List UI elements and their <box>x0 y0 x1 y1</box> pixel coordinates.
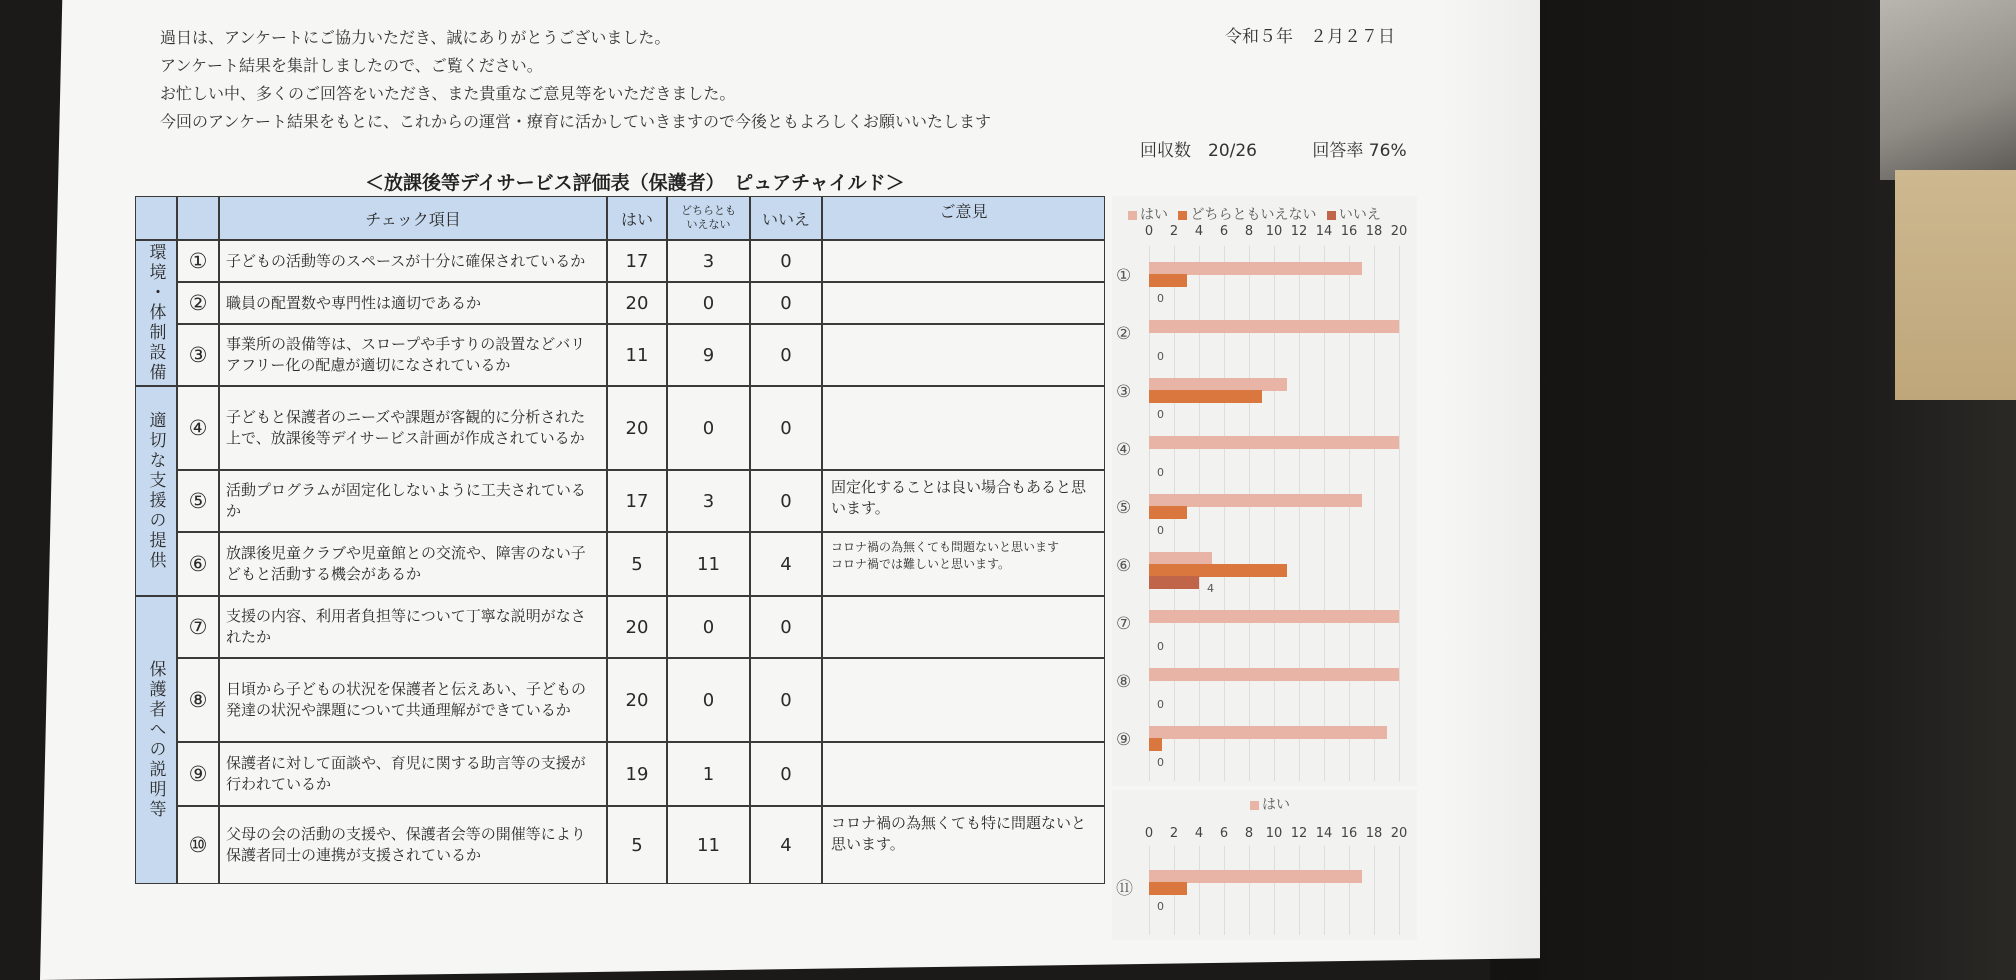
yes-count: 20 <box>607 596 667 658</box>
legend-label: どちらともいえない <box>1190 207 1317 223</box>
opinion-cell: コロナ禍の為無くても特に問題ないと思います。 <box>822 806 1105 884</box>
header-item: チェック項目 <box>219 196 607 240</box>
opinion-cell <box>822 596 1105 658</box>
x-tick-label: 2 <box>1169 826 1179 841</box>
grid-line <box>1349 846 1350 935</box>
header-opinion: ご意見 <box>822 196 1105 240</box>
category-environment: 環境・体制設備 <box>135 240 177 386</box>
evaluation-table <box>135 196 1105 884</box>
grid-line <box>1399 246 1400 781</box>
neutral-count: 3 <box>667 240 750 282</box>
yes-count: 20 <box>607 282 667 324</box>
data-label: 0 <box>1157 756 1164 769</box>
grid-line <box>1324 846 1325 935</box>
no-count: 0 <box>750 742 822 806</box>
chart-legend <box>1122 204 1381 224</box>
data-label: 0 <box>1157 524 1164 537</box>
x-tick-label: 12 <box>1290 826 1308 841</box>
x-tick-label: 6 <box>1219 826 1229 841</box>
legend-swatch <box>1178 211 1187 220</box>
neutral-count: 0 <box>667 282 750 324</box>
row-number: ⑤ <box>177 470 219 532</box>
grid-line <box>1399 846 1400 935</box>
intro-text <box>160 24 991 136</box>
x-tick-label: 6 <box>1219 224 1229 239</box>
background-wood <box>1895 170 2016 400</box>
x-axis-ticks <box>1112 224 1417 240</box>
x-tick-label: 18 <box>1365 224 1383 239</box>
document-date: 令和５年 ２月２７日 <box>1225 27 1395 47</box>
header-blank <box>135 196 177 240</box>
yes-count: 5 <box>607 532 667 596</box>
category-label: ⑥ <box>1116 556 1132 576</box>
grid-line <box>1199 846 1200 935</box>
data-label: 0 <box>1157 292 1164 305</box>
data-label: 0 <box>1157 900 1164 913</box>
no-count: 0 <box>750 240 822 282</box>
yes-count: 17 <box>607 470 667 532</box>
neutral-count: 0 <box>667 596 750 658</box>
grid-line <box>1274 846 1275 935</box>
check-item: 子どもと保護者のニーズや課題が客観的に分析された上で、放課後等デイサービス計画が作成されているか <box>219 386 607 470</box>
category-label: ① <box>1116 266 1132 286</box>
x-tick-label: 14 <box>1315 224 1333 239</box>
bar-yes <box>1149 726 1387 739</box>
response-stats <box>1140 136 1457 161</box>
bar-neutral <box>1149 882 1187 895</box>
grid-line <box>1374 846 1375 935</box>
row-number: ② <box>177 282 219 324</box>
category-label: ⑪ <box>1116 879 1133 899</box>
check-item: 子どもの活動等のスペースが十分に確保されているか <box>219 240 607 282</box>
category-explanation: 保護者への説明等 <box>135 596 177 884</box>
opinion-cell <box>822 658 1105 742</box>
legend-swatch <box>1250 801 1259 810</box>
category-label: ③ <box>1116 382 1132 402</box>
x-tick-label: 2 <box>1169 224 1179 239</box>
row-number: ⑩ <box>177 806 219 884</box>
no-count: 0 <box>750 658 822 742</box>
bar-neutral <box>1149 390 1262 403</box>
neutral-count: 0 <box>667 658 750 742</box>
legend-label: はい <box>1140 207 1168 223</box>
x-tick-label: 10 <box>1265 826 1283 841</box>
header-yes: はい <box>607 196 667 240</box>
neutral-count: 0 <box>667 386 750 470</box>
grid-line <box>1299 846 1300 935</box>
yes-count: 20 <box>607 658 667 742</box>
bar-no <box>1149 576 1199 589</box>
opinion-cell: 固定化することは良い場合もあると思います。 <box>822 470 1105 532</box>
check-item: 活動プログラムが固定化しないように工夫されているか <box>219 470 607 532</box>
opinion-cell <box>822 386 1105 470</box>
bar-yes <box>1149 668 1399 681</box>
row-number: ④ <box>177 386 219 470</box>
check-item: 保護者に対して面談や、育児に関する助言等の支援が行われているか <box>219 742 607 806</box>
response-bar-chart-2 <box>1112 790 1417 940</box>
intro-line: アンケート結果を集計しましたので、ご覧ください。 <box>160 56 543 75</box>
data-label: 0 <box>1157 466 1164 479</box>
yes-count: 11 <box>607 324 667 386</box>
category-label: ⑤ <box>1116 498 1132 518</box>
response-bar-chart <box>1112 196 1417 786</box>
intro-line: 今回のアンケート結果をもとに、これからの運営・療育に活かしていきますので今後ともよろしくお願いいたします <box>160 112 992 131</box>
check-item: 職員の配置数や専門性は適切であるか <box>219 282 607 324</box>
legend-label: はい <box>1262 797 1290 813</box>
grid-line <box>1224 846 1225 935</box>
grid-line <box>1249 846 1250 935</box>
intro-line: お忙しい中、多くのご回答をいただき、また貴重なご意見等をいただきました。 <box>160 84 736 103</box>
yes-count: 5 <box>607 806 667 884</box>
opinion-cell: コロナ禍の為無くても問題ないと思います コロナ禍では難しいと思います。 <box>822 532 1105 596</box>
legend-swatch <box>1327 211 1336 220</box>
bar-neutral <box>1149 506 1187 519</box>
neutral-count: 1 <box>667 742 750 806</box>
response-rate: 回答率 76% <box>1312 141 1407 161</box>
x-tick-label: 8 <box>1244 826 1254 841</box>
row-number: ① <box>177 240 219 282</box>
category-label: ⑨ <box>1116 730 1132 750</box>
document-title: ＜放課後等デイサービス評価表（保護者） ピュアチャイルド＞ <box>365 172 905 194</box>
chart-legend <box>1244 794 1290 814</box>
x-tick-label: 12 <box>1290 224 1308 239</box>
bar-yes <box>1149 610 1399 623</box>
no-count: 4 <box>750 806 822 884</box>
x-tick-label: 0 <box>1144 224 1154 239</box>
opinion-cell <box>822 282 1105 324</box>
no-count: 0 <box>750 282 822 324</box>
category-label: ⑦ <box>1116 614 1132 634</box>
category-label: ⑧ <box>1116 672 1132 692</box>
neutral-count: 9 <box>667 324 750 386</box>
bar-yes <box>1149 320 1399 333</box>
row-number: ⑧ <box>177 658 219 742</box>
neutral-count: 11 <box>667 806 750 884</box>
opinion-cell <box>822 240 1105 282</box>
x-axis-ticks <box>1112 826 1417 842</box>
bar-neutral <box>1149 274 1187 287</box>
data-label: 0 <box>1157 408 1164 421</box>
neutral-count: 3 <box>667 470 750 532</box>
data-label: 0 <box>1157 350 1164 363</box>
row-number: ⑨ <box>177 742 219 806</box>
category-label: ② <box>1116 324 1132 344</box>
yes-count: 17 <box>607 240 667 282</box>
row-number: ⑦ <box>177 596 219 658</box>
yes-count: 20 <box>607 386 667 470</box>
header-no: いいえ <box>750 196 822 240</box>
x-tick-label: 0 <box>1144 826 1154 841</box>
no-count: 0 <box>750 386 822 470</box>
check-item: 放課後児童クラブや児童館との交流や、障害のない子どもと活動する機会があるか <box>219 532 607 596</box>
x-tick-label: 14 <box>1315 826 1333 841</box>
opinion-cell <box>822 324 1105 386</box>
no-count: 4 <box>750 532 822 596</box>
data-label: 0 <box>1157 640 1164 653</box>
no-count: 0 <box>750 470 822 532</box>
x-tick-label: 10 <box>1265 224 1283 239</box>
bar-yes <box>1149 436 1399 449</box>
x-tick-label: 4 <box>1194 826 1204 841</box>
row-number: ③ <box>177 324 219 386</box>
data-label: 0 <box>1157 698 1164 711</box>
header-neutral: どちらとも いえない <box>667 196 750 240</box>
background-object <box>1880 0 2016 180</box>
x-tick-label: 16 <box>1340 826 1358 841</box>
collected-count: 回収数 20/26 <box>1140 141 1257 161</box>
check-item: 事業所の設備等は、スロープや手すりの設置などバリアフリー化の配慮が適切になされているか <box>219 324 607 386</box>
no-count: 0 <box>750 324 822 386</box>
category-label: ④ <box>1116 440 1132 460</box>
bar-neutral <box>1149 738 1162 751</box>
yes-count: 19 <box>607 742 667 806</box>
row-number: ⑥ <box>177 532 219 596</box>
data-label: 4 <box>1207 582 1214 595</box>
x-tick-label: 16 <box>1340 224 1358 239</box>
x-tick-label: 8 <box>1244 224 1254 239</box>
neutral-count: 11 <box>667 532 750 596</box>
x-tick-label: 20 <box>1390 224 1408 239</box>
no-count: 0 <box>750 596 822 658</box>
legend-swatch <box>1128 211 1137 220</box>
intro-line: 過日は、アンケートにご協力いただき、誠にありがとうございました。 <box>160 28 671 47</box>
header-blank <box>177 196 219 240</box>
category-support: 適切な支援の提供 <box>135 386 177 596</box>
check-item: 支援の内容、利用者負担等について丁寧な説明がなされたか <box>219 596 607 658</box>
legend-label: いいえ <box>1338 207 1381 223</box>
check-item: 日頃から子どもの状況を保護者と伝えあい、子どもの発達の状況や課題について共通理解ができているか <box>219 658 607 742</box>
opinion-cell <box>822 742 1105 806</box>
x-tick-label: 18 <box>1365 826 1383 841</box>
x-tick-label: 20 <box>1390 826 1408 841</box>
check-item: 父母の会の活動の支援や、保護者会等の開催等により保護者同士の連携が支援されているか <box>219 806 607 884</box>
x-tick-label: 4 <box>1194 224 1204 239</box>
